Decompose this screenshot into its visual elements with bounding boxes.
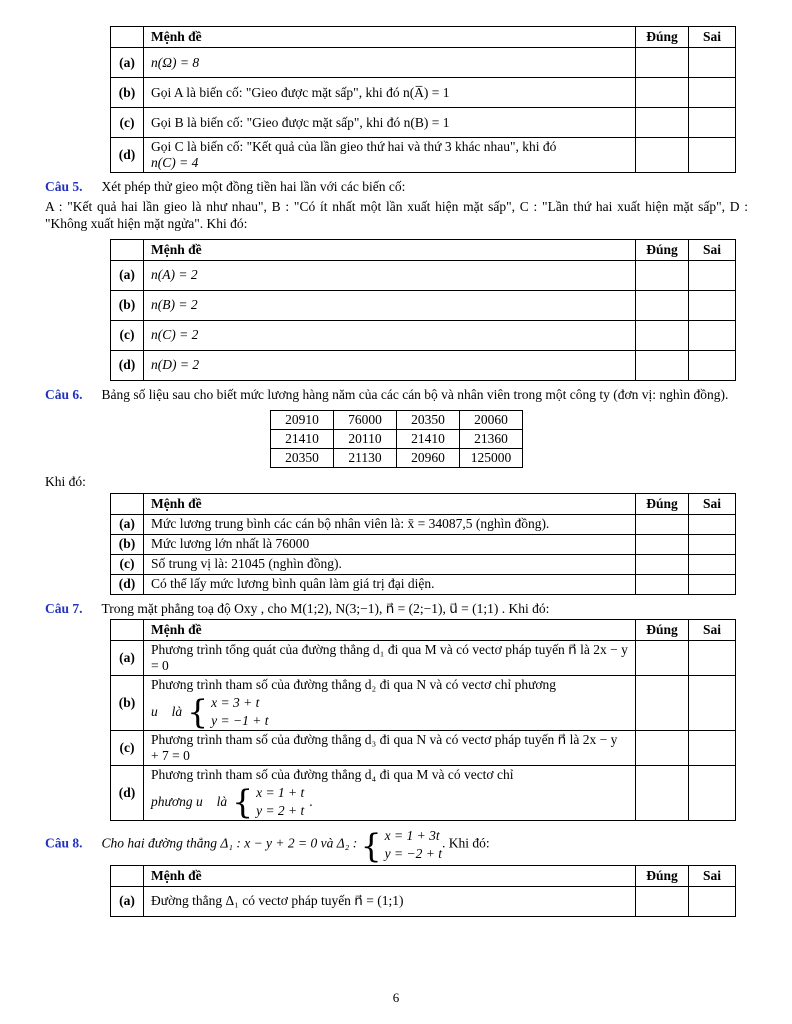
data-row: [271, 430, 523, 449]
empty-header-cell: [111, 239, 144, 260]
data-cell: 20110: [334, 430, 397, 449]
left-brace: [187, 695, 208, 728]
statement-cell: Mức lương lớn nhất là 76000: [144, 534, 636, 554]
dung-cell: [636, 731, 689, 766]
statement-line: Phương trình tham số của đường thẳng d₄ đi qua M và có vectơ chỉ: [151, 767, 514, 783]
empty-header-cell: [111, 27, 144, 48]
khi-do-text: Khi đó:: [45, 474, 86, 490]
data-cell: 20350: [397, 411, 460, 430]
empty-header-cell: [111, 493, 144, 514]
sai-cell: [689, 554, 736, 574]
statement-fragment: u⃗ là: [151, 703, 183, 719]
statement-cell: n(D) = 2: [144, 350, 636, 380]
question-label: Câu 5.: [45, 179, 83, 194]
dung-cell: [636, 534, 689, 554]
dung-header: Đúng: [636, 620, 689, 641]
row-label: (a): [111, 886, 144, 916]
question-text: . Khi đó:: [441, 836, 490, 852]
empty-header-cell: [111, 620, 144, 641]
row-label: (b): [111, 534, 144, 554]
question-label: Câu 7.: [45, 600, 83, 616]
row-label: (a): [111, 260, 144, 290]
sai-header: Sai: [689, 239, 736, 260]
sai-cell: [689, 514, 736, 534]
table-header-row: [111, 865, 736, 886]
statement-cell: n(C) = 2: [144, 320, 636, 350]
sai-cell: [689, 48, 736, 78]
menh-de-header: Mệnh đề: [144, 239, 636, 260]
statement-fragment: .: [309, 793, 313, 809]
dung-header: Đúng: [636, 865, 689, 886]
table-row: [111, 320, 736, 350]
table-row: [111, 290, 736, 320]
left-brace: [361, 829, 382, 862]
dung-cell: [636, 554, 689, 574]
cau7-intro-paragraph: [45, 600, 748, 618]
equation-system: [232, 784, 304, 819]
statement-line: [151, 784, 628, 819]
dung-cell: [636, 886, 689, 916]
question-label: Câu 8.: [45, 836, 83, 852]
sai-cell: [689, 641, 736, 676]
statement-cell: n(Ω) = 8: [144, 48, 636, 78]
data-cell: 21410: [397, 430, 460, 449]
question-label: Câu 6.: [45, 386, 83, 402]
data-cell: 21360: [460, 430, 523, 449]
statement-cell: Gọi B là biến cố: "Gieo được mặt sấp", khi đó n(B) = 1: [144, 108, 636, 138]
statement-cell: Gọi A là biến cố: "Gieo được mặt sấp", khi đó n(A̅) = 1: [144, 78, 636, 108]
statement-fragment: phương u⃗ là: [151, 793, 228, 809]
left-brace: [232, 785, 253, 818]
dung-cell: [636, 78, 689, 108]
sai-header: Sai: [689, 620, 736, 641]
cau6-intro-paragraph: [45, 386, 748, 404]
question-text: Xét phép thử gieo một đồng tiền hai lần với các biến cố:: [101, 179, 406, 194]
sai-cell: [689, 350, 736, 380]
row-label: (a): [111, 48, 144, 78]
statement-cell: Mức lương trung bình các cán bộ nhân viên là: x̄ = 34087,5 (nghìn đồng).: [144, 514, 636, 534]
sai-header: Sai: [689, 27, 736, 48]
sai-header: Sai: [689, 493, 736, 514]
data-cell: 21130: [334, 449, 397, 468]
page-number: 6: [392, 990, 400, 1005]
row-label: (a): [111, 641, 144, 676]
question-text: Cho hai đường thẳng Δ₁ : x − y + 2 = 0 và Δ₂ :: [101, 836, 358, 852]
dung-cell: [636, 108, 689, 138]
row-label: (a): [111, 514, 144, 534]
table-row: [111, 138, 736, 173]
sai-cell: [689, 676, 736, 731]
top-proposition-table: [110, 26, 736, 173]
table-header-row: [111, 620, 736, 641]
table-row: [111, 574, 736, 594]
statement-cell: [144, 676, 636, 731]
sai-cell: [689, 78, 736, 108]
dung-cell: [636, 138, 689, 173]
cau5-proposition-table: [110, 239, 736, 381]
sai-cell: [689, 320, 736, 350]
statement-line: [151, 694, 628, 729]
table-row: [111, 534, 736, 554]
cau7-proposition-table: [110, 619, 736, 821]
equation-system: [187, 694, 268, 729]
table-header-row: [111, 27, 736, 48]
table-row: [111, 350, 736, 380]
table-row: [111, 108, 736, 138]
dung-cell: [636, 641, 689, 676]
cau5-intro-paragraph: [45, 178, 748, 196]
statement-cell: Đường thẳng Δ₁ có vectơ pháp tuyến n⃗ = (1;1): [144, 886, 636, 916]
data-cell: 20960: [397, 449, 460, 468]
equation-line: y = −2 + t: [384, 846, 442, 862]
equation-line: y = −1 + t: [211, 712, 269, 728]
row-label: (d): [111, 350, 144, 380]
dung-cell: [636, 514, 689, 534]
equation-system: [361, 827, 442, 862]
dung-cell: [636, 290, 689, 320]
dung-cell: [636, 350, 689, 380]
table-header-row: [111, 239, 736, 260]
statement-line: Gọi C là biến cố: "Kết quả của lần gieo thứ hai và thứ 3 khác nhau", khi đó: [151, 139, 557, 154]
dung-cell: [636, 320, 689, 350]
data-cell: 20910: [271, 411, 334, 430]
table-row: [111, 731, 736, 766]
data-cell: 20060: [460, 411, 523, 430]
data-row: [271, 411, 523, 430]
sai-cell: [689, 290, 736, 320]
menh-de-header: Mệnh đề: [144, 493, 636, 514]
system-equations: [385, 827, 442, 862]
table-row: [111, 886, 736, 916]
sai-cell: [689, 731, 736, 766]
table-row: [111, 554, 736, 574]
table-row: [111, 676, 736, 731]
equation-line: x = 3 + t: [211, 695, 260, 711]
sai-cell: [689, 108, 736, 138]
dung-cell: [636, 766, 689, 821]
question-text: Trong mặt phẳng toạ độ Oxy , cho M(1;2), N(3;−1), n⃗ = (2;−1), u⃗ = (1;1) . Khi đó:: [101, 600, 550, 616]
row-label: (c): [111, 108, 144, 138]
row-label: (b): [111, 290, 144, 320]
dung-header: Đúng: [636, 27, 689, 48]
menh-de-header: Mệnh đề: [144, 27, 636, 48]
dung-cell: [636, 574, 689, 594]
sai-cell: [689, 260, 736, 290]
menh-de-header: Mệnh đề: [144, 620, 636, 641]
cau8-intro-paragraph: [45, 827, 748, 862]
statement-cell: n(B) = 2: [144, 290, 636, 320]
system-equations: [211, 694, 268, 729]
row-label: (d): [111, 574, 144, 594]
table-row: [111, 766, 736, 821]
dung-cell: [636, 48, 689, 78]
statement-cell: [144, 766, 636, 821]
statement-cell: Phương trình tổng quát của đường thẳng d₁ đi qua M và có vectơ pháp tuyến n⃗ là 2x − y = 0: [144, 641, 636, 676]
data-cell: 125000: [460, 449, 523, 468]
data-cell: 76000: [334, 411, 397, 430]
statement-line: Phương trình tham số của đường thẳng d₂ đi qua N và có vectơ chỉ phương: [151, 677, 557, 693]
row-label: (c): [111, 320, 144, 350]
statement-cell: [144, 138, 636, 173]
dung-cell: [636, 260, 689, 290]
sai-cell: [689, 138, 736, 173]
cau8-proposition-table: [110, 865, 736, 917]
table-header-row: [111, 493, 736, 514]
statement-line: n(C) = 4: [151, 155, 199, 170]
cau5-detail-paragraph: A : "Kết quả hai lần gieo là như nhau", B : "Có ít nhất một lần xuất hiện mặt sấp", C : "Lần thứ hai xuất hiện mặt sấp", D : "Không xuất hiện mặt ngửa". Khi đó:: [45, 198, 748, 232]
sai-cell: [689, 574, 736, 594]
data-cell: 21410: [271, 430, 334, 449]
statement-cell: Phương trình tham số của đường thẳng d₃ đi qua N và có vectơ pháp tuyến n⃗ là 2x − y + 7 = 0: [144, 731, 636, 766]
sai-cell: [689, 886, 736, 916]
equation-line: y = 2 + t: [256, 802, 305, 818]
row-label: (d): [111, 766, 144, 821]
table-row: [111, 514, 736, 534]
table-row: [111, 641, 736, 676]
menh-de-header: Mệnh đề: [144, 865, 636, 886]
row-label: (b): [111, 78, 144, 108]
row-label: (c): [111, 731, 144, 766]
row-label: (b): [111, 676, 144, 731]
data-row: [271, 449, 523, 468]
sai-header: Sai: [689, 865, 736, 886]
dung-header: Đúng: [636, 493, 689, 514]
system-equations: [256, 784, 304, 819]
equation-line: x = 1 + 3t: [384, 828, 440, 844]
sai-cell: [689, 766, 736, 821]
table-row: [111, 48, 736, 78]
table-row: [111, 78, 736, 108]
data-cell: 20350: [271, 449, 334, 468]
statement-cell: Số trung vị là: 21045 (nghìn đồng).: [144, 554, 636, 574]
salary-data-table: [270, 410, 523, 468]
row-label: (d): [111, 138, 144, 173]
question-text: Bảng số liệu sau cho biết mức lương hàng năm của các cán bộ và nhân viên trong một công ty (đơn vị: nghìn đồng).: [101, 386, 729, 402]
sai-cell: [689, 534, 736, 554]
equation-line: x = 1 + t: [256, 785, 305, 801]
row-label: (c): [111, 554, 144, 574]
cau6-proposition-table: [110, 493, 736, 595]
empty-header-cell: [111, 865, 144, 886]
dung-header: Đúng: [636, 239, 689, 260]
dung-cell: [636, 676, 689, 731]
statement-cell: n(A) = 2: [144, 260, 636, 290]
statement-cell: Có thể lấy mức lương bình quân làm giá trị đại diện.: [144, 574, 636, 594]
table-row: [111, 260, 736, 290]
